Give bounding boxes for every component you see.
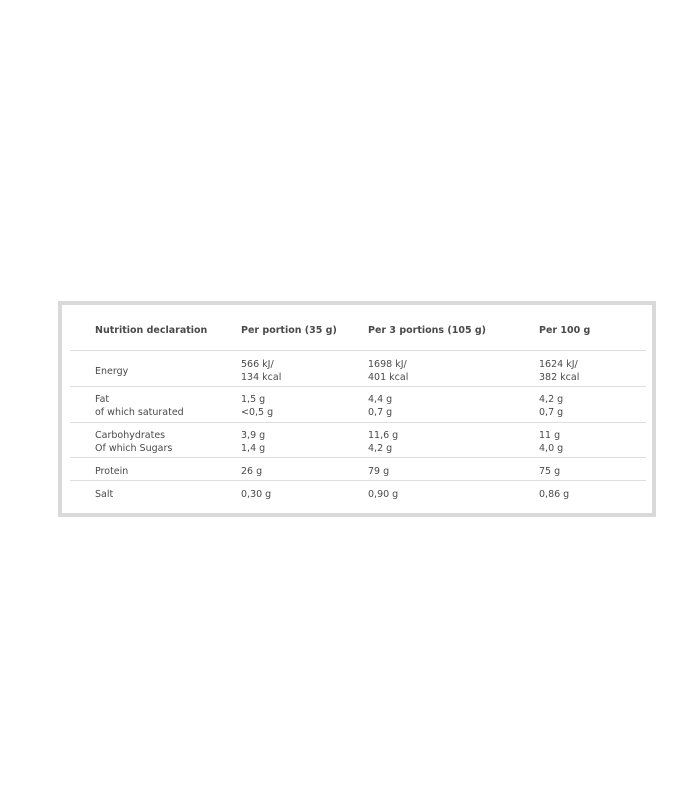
row-label: Salt <box>95 489 114 500</box>
cell-per-100g: 1624 kJ/ 382 kcal <box>539 359 580 383</box>
row-label: Fat of which saturated <box>95 394 184 418</box>
row-label: Protein <box>95 466 129 477</box>
cell-per-3-portions: 11,6 g 4,2 g <box>368 430 399 454</box>
header-per-100g: Per 100 g <box>539 325 591 336</box>
cell-per-portion: 1,5 g <0,5 g <box>241 394 274 418</box>
cell-per-3-portions: 1698 kJ/ 401 kcal <box>368 359 409 383</box>
cell-per-3-portions: 4,4 g 0,7 g <box>368 394 393 418</box>
header-nutrition-declaration: Nutrition declaration <box>95 325 208 336</box>
header-per-3-portions: Per 3 portions (105 g) <box>368 325 486 336</box>
divider <box>70 457 646 458</box>
cell-per-portion: 0,30 g <box>241 489 272 500</box>
cell-per-3-portions: 0,90 g <box>368 489 399 500</box>
cell-per-3-portions: 79 g <box>368 466 390 477</box>
divider <box>70 386 646 387</box>
table-header-row <box>62 324 652 338</box>
cell-per-100g: 4,2 g 0,7 g <box>539 394 564 418</box>
cell-per-100g: 0,86 g <box>539 489 570 500</box>
divider <box>70 422 646 423</box>
nutrition-table <box>58 301 656 517</box>
divider <box>70 480 646 481</box>
header-per-portion: Per portion (35 g) <box>241 325 337 336</box>
divider <box>70 350 646 351</box>
row-label: Carbohydrates Of which Sugars <box>95 430 173 454</box>
cell-per-100g: 11 g 4,0 g <box>539 430 564 454</box>
cell-per-100g: 75 g <box>539 466 561 477</box>
row-label: Energy <box>95 366 129 377</box>
cell-per-portion: 3,9 g 1,4 g <box>241 430 266 454</box>
cell-per-portion: 26 g <box>241 466 263 477</box>
cell-per-portion: 566 kJ/ 134 kcal <box>241 359 282 383</box>
